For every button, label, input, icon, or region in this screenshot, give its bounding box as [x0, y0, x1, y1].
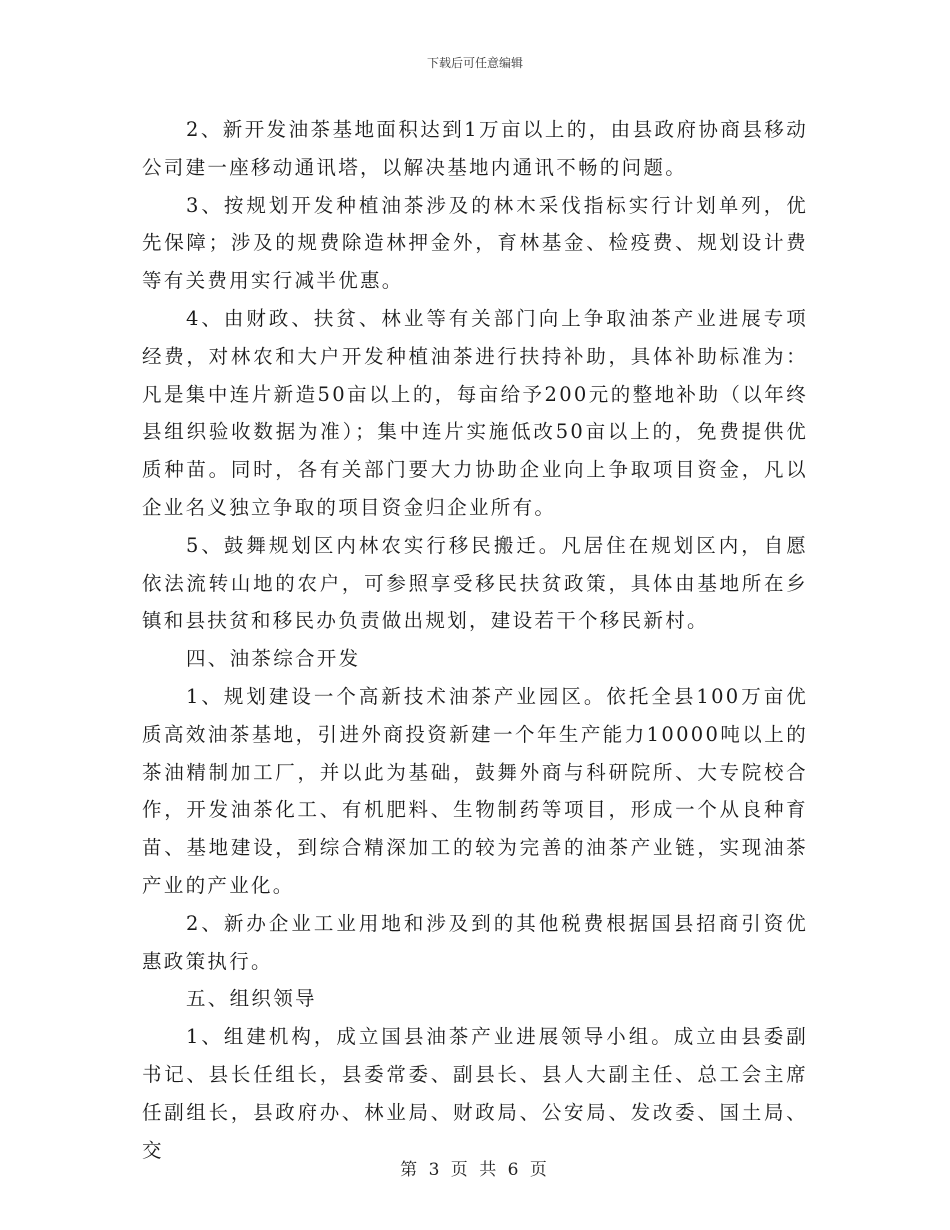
paragraph-item-3: 3、按规划开发种植油茶涉及的林木采伐指标实行计划单列，优先保障；涉及的规费除造林押金外，育林基金、检疫费、规划设计费等有关费用实行减半优惠。 [142, 193, 808, 293]
paragraph-item-4-1: 1、规划建设一个高新技术油茶产业园区。依托全县100万亩优质高效油茶基地，引进外商投资新建一个年生产能力10000吨以上的茶油精制加工厂，并以此为基础，鼓舞外商与科研院所、大专院校合作，开发油茶化工、有机肥料、生物制药等项目，形成一个从良种育苗、基地建设，到综合精深加工的较为完善的油茶产业链，实现油茶产业的产业化。 [142, 684, 808, 897]
paragraph-item-4-2: 2、新办企业工业用地和涉及到的其他税费根据国县招商引资优惠政策执行。 [142, 911, 808, 973]
paragraph-item-5-1: 1、组建机构，成立国县油茶产业进展领导小组。成立由县委副书记、县长任组长，县委常委、副县长、县人大副主任、总工会主席任副组长，县政府办、林业局、财政局、公安局、发改委、国土局、交 [142, 1025, 808, 1162]
paragraph-item-4: 4、由财政、扶贫、林业等有关部门向上争取油茶产业进展专项经费，对林农和大户开发种植油茶进行扶持补助，具体补助标准为：凡是集中连片新造50亩以上的，每亩给予200元的整地补助（以年终县组织验收数据为准）；集中连片实施低改50亩以上的，免费提供优质种苗。同时，各有关部门要大力协助企业向上争取项目资金，凡以企业名义独立争取的项目资金归企业所有。 [142, 306, 808, 519]
paragraph-item-2: 2、新开发油茶基地面积达到1万亩以上的，由县政府协商县移动公司建一座移动通讯塔，以解决基地内通讯不畅的问题。 [142, 118, 808, 179]
page-header: 下载后可任意编辑 [426, 56, 523, 70]
paragraph-item-5: 5、鼓舞规划区内林农实行移民搬迁。凡居住在规划区内，自愿依法流转山地的农户，可参照享受移民扶贫政策，具体由基地所在乡镇和县扶贫和移民办负责做出规划，建设若干个移民新村。 [142, 533, 808, 633]
page-number: 第 3 页 共 6 页 [400, 1160, 550, 1180]
section-heading-5: 五、组织领导 [186, 987, 317, 1011]
document-body [142, 111, 808, 1169]
section-heading-4: 四、油茶综合开发 [186, 647, 361, 671]
